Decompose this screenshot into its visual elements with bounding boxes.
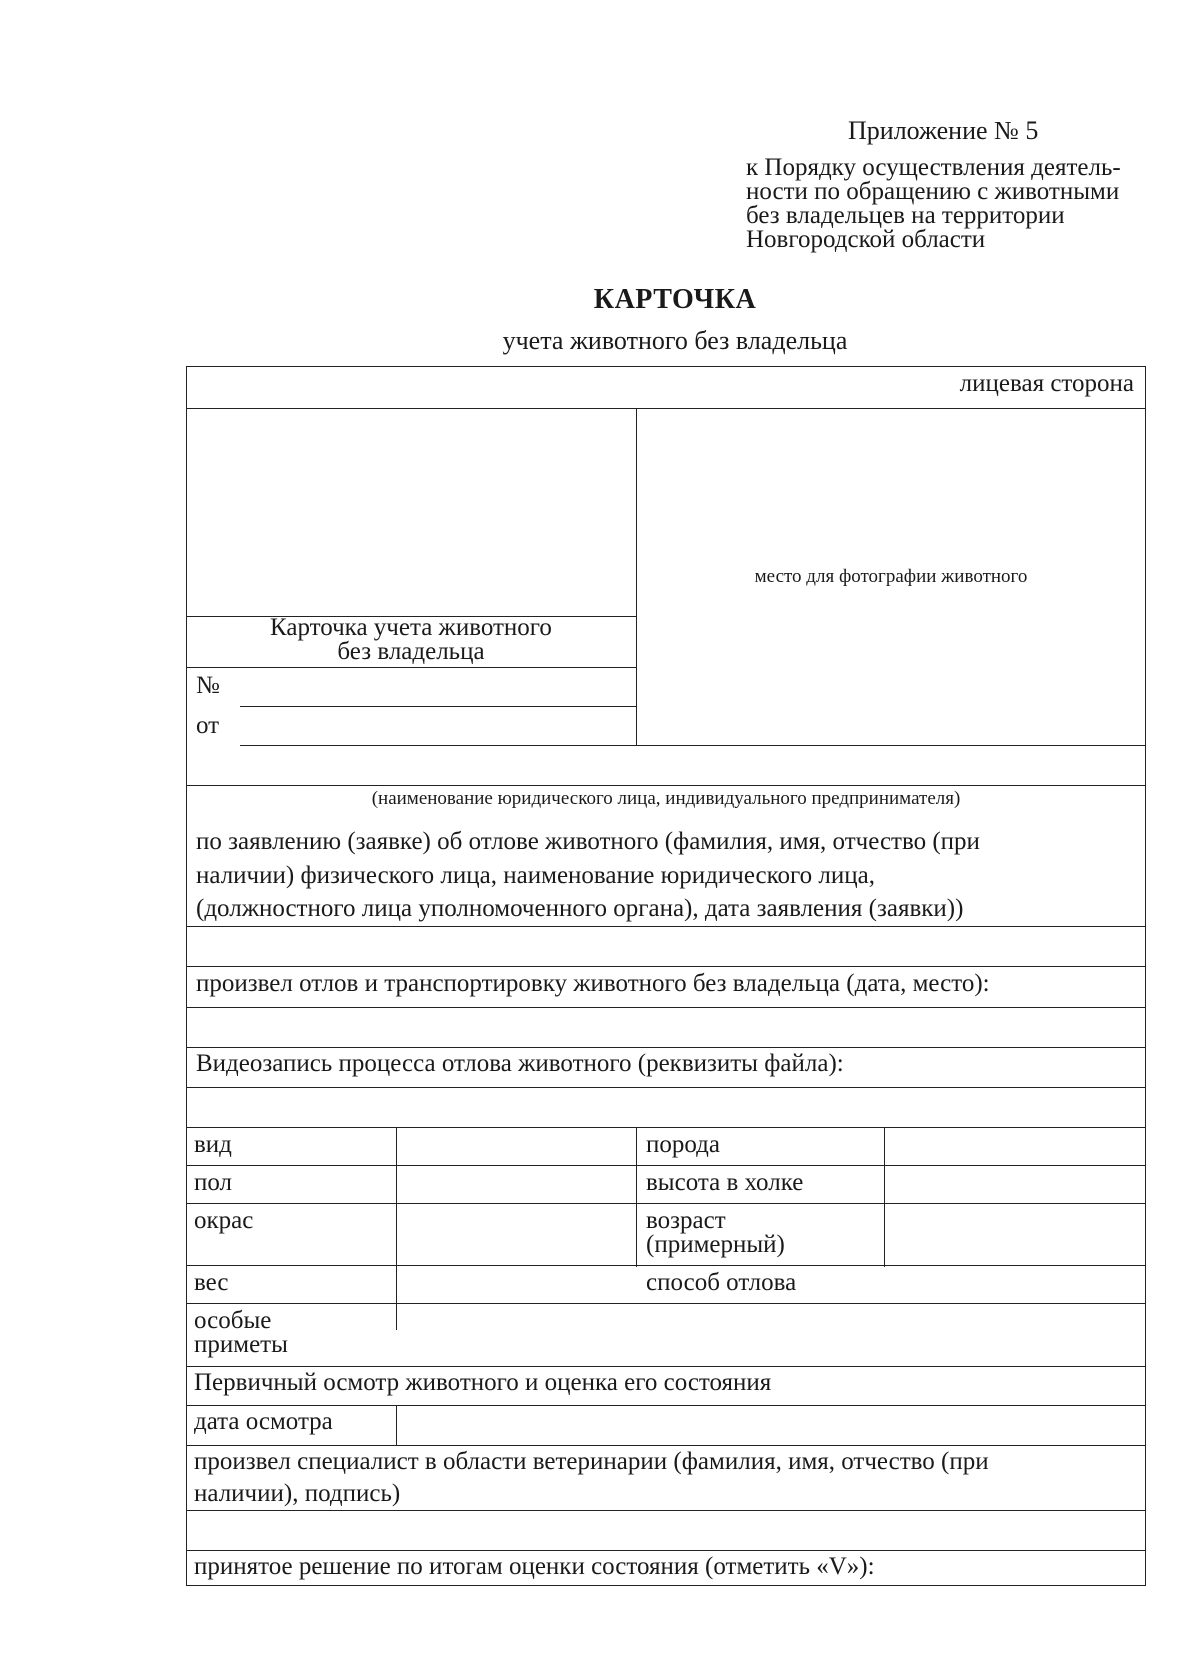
field-age-label: возраст <box>646 1207 726 1234</box>
row-divider <box>186 926 1146 927</box>
column-divider <box>884 1127 885 1267</box>
row-divider <box>186 1366 1146 1367</box>
number-label: № <box>196 672 220 699</box>
video-label: Видеозапись процесса отлова животного (реквизиты файла): <box>196 1050 844 1077</box>
row-divider <box>186 785 1146 786</box>
application-text: по заявлению (заявке) об отлове животного (фамилия, имя, отчество (при <box>196 828 980 855</box>
field-age-label: (примерный) <box>646 1231 785 1258</box>
number-underline <box>240 706 636 707</box>
appendix-title: Приложение № 5 <box>848 116 1039 145</box>
row-divider <box>186 1445 1146 1446</box>
date-label: от <box>196 712 220 739</box>
row-divider <box>186 408 1146 409</box>
field-marks-label: особые <box>194 1307 272 1334</box>
appendix-line: ности по обращению с животными <box>746 178 1120 205</box>
row-divider <box>186 1265 1146 1266</box>
row-divider <box>186 667 636 668</box>
row-divider <box>186 1165 1146 1166</box>
exam-date-label: дата осмотра <box>194 1408 333 1435</box>
field-height-label: высота в холке <box>646 1169 804 1196</box>
decision-label: принятое решение по итогам оценки состояния (отметить «V»): <box>194 1553 875 1580</box>
column-divider <box>396 1265 397 1330</box>
application-text: (должностного лица уполномоченного органа), дата заявления (заявки)) <box>196 895 964 922</box>
row-divider <box>186 1127 1146 1128</box>
row-divider <box>186 1007 1146 1008</box>
field-marks-label: приметы <box>194 1331 288 1358</box>
field-capture-method-label: способ отлова <box>646 1269 797 1296</box>
row-divider <box>186 1303 1146 1304</box>
row-divider <box>186 966 1146 967</box>
photo-placeholder: место для фотографии животного <box>754 566 1028 587</box>
field-color-label: окрас <box>194 1207 254 1234</box>
card-label: без владельца <box>337 638 485 665</box>
appendix-line: без владельцев на территории <box>746 202 1065 229</box>
column-divider <box>396 1127 397 1267</box>
row-divider <box>186 1550 1146 1551</box>
date-underline <box>240 745 1146 746</box>
side-label: лицевая сторона <box>959 370 1134 397</box>
vet-label: наличии), подпись) <box>194 1480 401 1507</box>
column-divider <box>636 1127 637 1267</box>
field-breed-label: порода <box>646 1131 720 1158</box>
row-divider <box>186 1405 1146 1406</box>
appendix-text <box>746 156 1166 252</box>
document-subtitle: учета животного без владельца <box>502 326 848 355</box>
card-label: Карточка учета животного <box>270 614 552 641</box>
column-divider <box>396 1405 397 1445</box>
field-sex-label: пол <box>194 1169 233 1196</box>
application-text: наличии) физического лица, наименование юридического лица, <box>196 862 875 889</box>
vet-label: произвел специалист в области ветеринарии (фамилия, имя, отчество (при <box>194 1448 989 1475</box>
organization-caption: (наименование юридического лица, индивидуального предпринимателя) <box>371 788 961 809</box>
row-divider <box>186 1203 1146 1204</box>
row-divider <box>186 1510 1146 1511</box>
field-weight-label: вес <box>194 1269 229 1296</box>
field-species-label: вид <box>194 1131 232 1158</box>
exam-title: Первичный осмотр животного и оценка его состояния <box>194 1369 772 1396</box>
appendix-line: Новгородской области <box>746 226 986 253</box>
row-divider <box>186 1087 1146 1088</box>
appendix-line: к Порядку осуществления деятель- <box>746 154 1121 181</box>
document-title: КАРТОЧКА <box>593 284 757 315</box>
row-divider <box>186 1047 1146 1048</box>
capture-label: произвел отлов и транспортировку животного без владельца (дата, место): <box>196 970 990 997</box>
